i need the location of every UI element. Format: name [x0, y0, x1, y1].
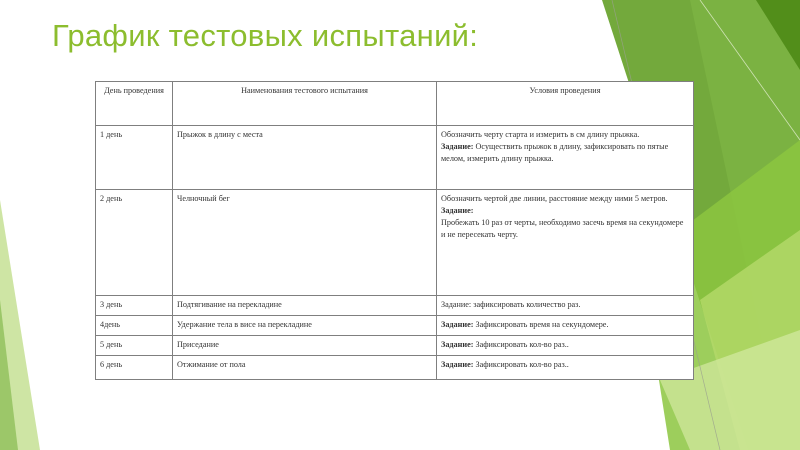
cell-conditions [437, 126, 694, 190]
cell-day: 4день [96, 316, 173, 336]
cell-day: 3 день [96, 296, 173, 316]
cell-conditions: Задание: зафиксировать количество раз. [437, 296, 694, 316]
header-test-name: Наименования тестового испытания [173, 82, 437, 126]
table-row [96, 296, 694, 316]
condition-text: Обозначить черту старта и измерить в см длину прыжка. [441, 130, 640, 139]
table-row [96, 336, 694, 356]
table-row [96, 126, 694, 190]
cell-day: 2 день [96, 190, 173, 296]
table-row [96, 316, 694, 336]
table-row [96, 190, 694, 296]
condition-text: Обозначить чертой две линии, расстояние между ними 5 метров. [441, 194, 668, 203]
task-text: Зафиксировать кол-во раз.. [473, 340, 569, 349]
test-schedule-table [95, 81, 694, 380]
header-day: День проведения [96, 82, 173, 126]
cell-test-name: Прыжок в длину с места [173, 126, 437, 190]
task-label: Задание: [441, 360, 474, 369]
table-row [96, 356, 694, 380]
cell-conditions [437, 316, 694, 336]
task-text: Зафиксировать кол-во раз.. [473, 360, 569, 369]
task-text: Зафиксировать время на секундомере. [473, 320, 609, 329]
cell-day: 1 день [96, 126, 173, 190]
cell-conditions [437, 356, 694, 380]
cell-test-name: Отжимание от пола [173, 356, 437, 380]
task-label: Задание: [441, 320, 474, 329]
cell-conditions [437, 336, 694, 356]
cell-test-name: Подтягивание на перекладине [173, 296, 437, 316]
task-label: Задание: [441, 205, 474, 215]
cell-test-name: Удержание тела в висе на перекладине [173, 316, 437, 336]
cell-test-name: Челночный бег [173, 190, 437, 296]
table-header-row [96, 82, 694, 126]
task-label: Задание: [441, 141, 474, 151]
task-label: Задание: [441, 340, 474, 349]
slide-title: График тестовых испытаний: [52, 18, 479, 53]
cell-day: 6 день [96, 356, 173, 380]
header-conditions: Условия проведения [437, 82, 694, 126]
cell-day: 5 день [96, 336, 173, 356]
cell-conditions [437, 190, 694, 296]
cell-test-name: Приседание [173, 336, 437, 356]
task-text: Пробежать 10 раз от черты, необходимо засечь время на секундомере и не пересекать черту. [441, 217, 684, 239]
task-text: Осуществить прыжок в длину, зафиксировать по пятые мелом, измерить длину прыжка. [441, 141, 669, 163]
